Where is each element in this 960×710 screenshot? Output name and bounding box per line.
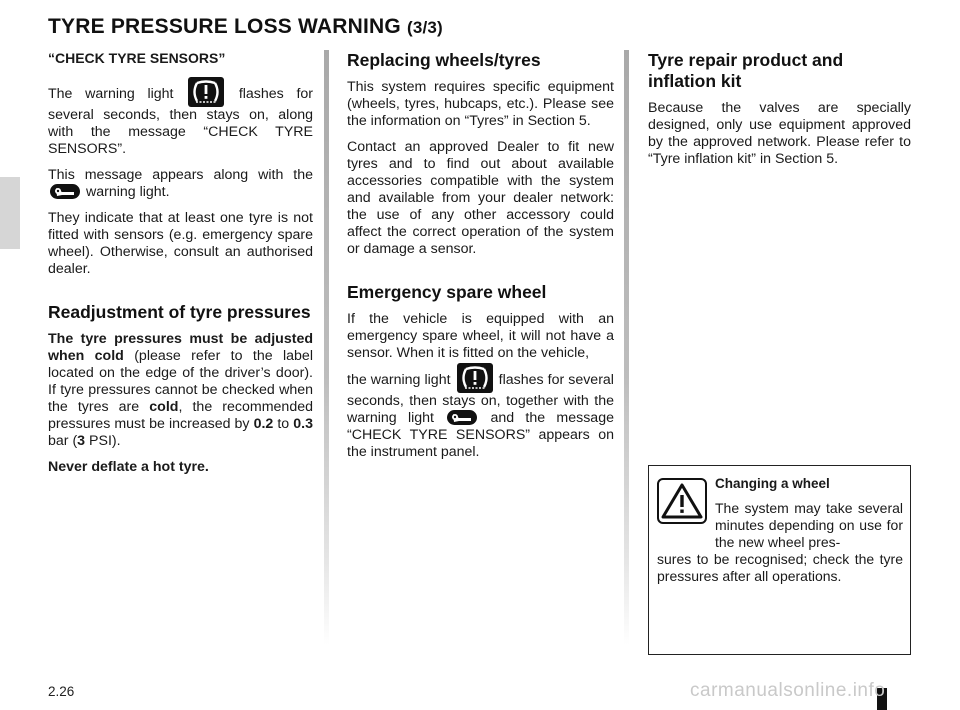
- text-fragment: The tyre pressures must be adjusted when cold: [48, 331, 313, 364]
- text-fragment: warning light.: [85, 184, 170, 200]
- tyre-pressure-warning-icon: [457, 363, 493, 393]
- text-fragment: , the recommended pressures must be increased by: [48, 399, 313, 432]
- paragraph-warning-light: [48, 81, 313, 158]
- repair-kit-title: Tyre repair product and inflation kit: [648, 50, 844, 91]
- warning-title: Changing a wheel: [715, 476, 830, 491]
- column-right: [648, 50, 911, 177]
- paragraph-equipment: This system requires specific equipment (wheels, tyres, hubcaps, etc.). Please see the information on “Tyres” in Section 5.: [347, 79, 614, 129]
- paragraph-repair-kit: Because the valves are specially designed, only use equipment approved by the approved network. Please refer to “Tyre inflation kit” in Section 5.: [648, 100, 911, 167]
- text-fragment: bar (: [48, 433, 78, 449]
- text-fragment: and the message “CHECK TYRE SENSORS” appears on the instrument panel.: [347, 410, 614, 460]
- text-fragment: to: [277, 416, 290, 432]
- page-title-text: TYRE PRESSURE LOSS WARNING: [48, 15, 401, 38]
- text-fragment: 0.3: [293, 416, 313, 432]
- text-fragment: (please refer to the label located on the edge of the driver’s door). If tyre pressures cannot be checked when the tyres are: [48, 348, 313, 415]
- page-title-suffix: (3/3): [406, 18, 443, 37]
- text-fragment: flashes for several seconds, then stays on, together with the warning light: [347, 371, 614, 426]
- paragraph-service-light: [48, 167, 313, 201]
- paragraph-dealer: Contact an approved Dealer to fit new tyres and to find out about available accessories compatible with the system and available from your dealer network: the use of any other accessory could affect the correct operation of the system or damage a sensor.: [347, 139, 614, 257]
- page-number: 2.26: [48, 684, 75, 699]
- text-fragment: cold: [149, 399, 179, 415]
- paragraph-sensor-info: They indicate that at least one tyre is not fitted with sensors (e.g. emergency spare wheel). Otherwise, consult an authorised dealer.: [48, 210, 313, 277]
- column-divider: [324, 50, 329, 645]
- column-divider: [624, 50, 629, 645]
- emergency-spare-title: Emergency spare wheel: [347, 282, 547, 302]
- text-fragment: the warning light: [347, 371, 451, 388]
- paragraph-pressures: [48, 331, 313, 450]
- service-spanner-icon: [50, 184, 80, 199]
- section-tab: [0, 177, 20, 249]
- column-left: [48, 50, 313, 485]
- replacing-wheels-title: Replacing wheels/tyres: [347, 50, 541, 70]
- text-fragment: This message appears along with the: [48, 167, 313, 183]
- page-title: [48, 15, 443, 39]
- service-spanner-icon: [447, 410, 477, 425]
- paragraph-never-deflate: Never deflate a hot tyre.: [48, 459, 209, 475]
- readjustment-section-title: Readjustment of tyre pressures: [48, 302, 311, 322]
- tyre-pressure-warning-icon: [188, 77, 224, 107]
- paragraph-spare-warning: [347, 367, 614, 461]
- column-middle: [347, 50, 614, 470]
- text-fragment: 0.2: [253, 416, 274, 432]
- paragraph-spare-wheel: If the vehicle is equipped with an emergency spare wheel, it will not have a sensor. When it is fitted on the vehicle,: [347, 311, 614, 361]
- text-fragment: sures to be recognised; check the tyre pressures after all operations.: [657, 551, 903, 584]
- warning-text: [657, 500, 903, 585]
- text-fragment: 3: [77, 433, 86, 449]
- watermark: carmanualsonline.info: [690, 680, 886, 701]
- text-fragment: The system may take several minutes depending on use for the new wheel pres-: [715, 500, 903, 550]
- text-fragment: PSI).: [89, 433, 121, 449]
- text-fragment: flashes for several seconds, then stays on, along with the message “CHECK TYRE SENSORS”.: [48, 85, 313, 157]
- check-sensors-heading: “CHECK TYRE SENSORS”: [48, 50, 226, 66]
- text-fragment: The warning light: [48, 85, 174, 102]
- warning-box: [648, 465, 911, 655]
